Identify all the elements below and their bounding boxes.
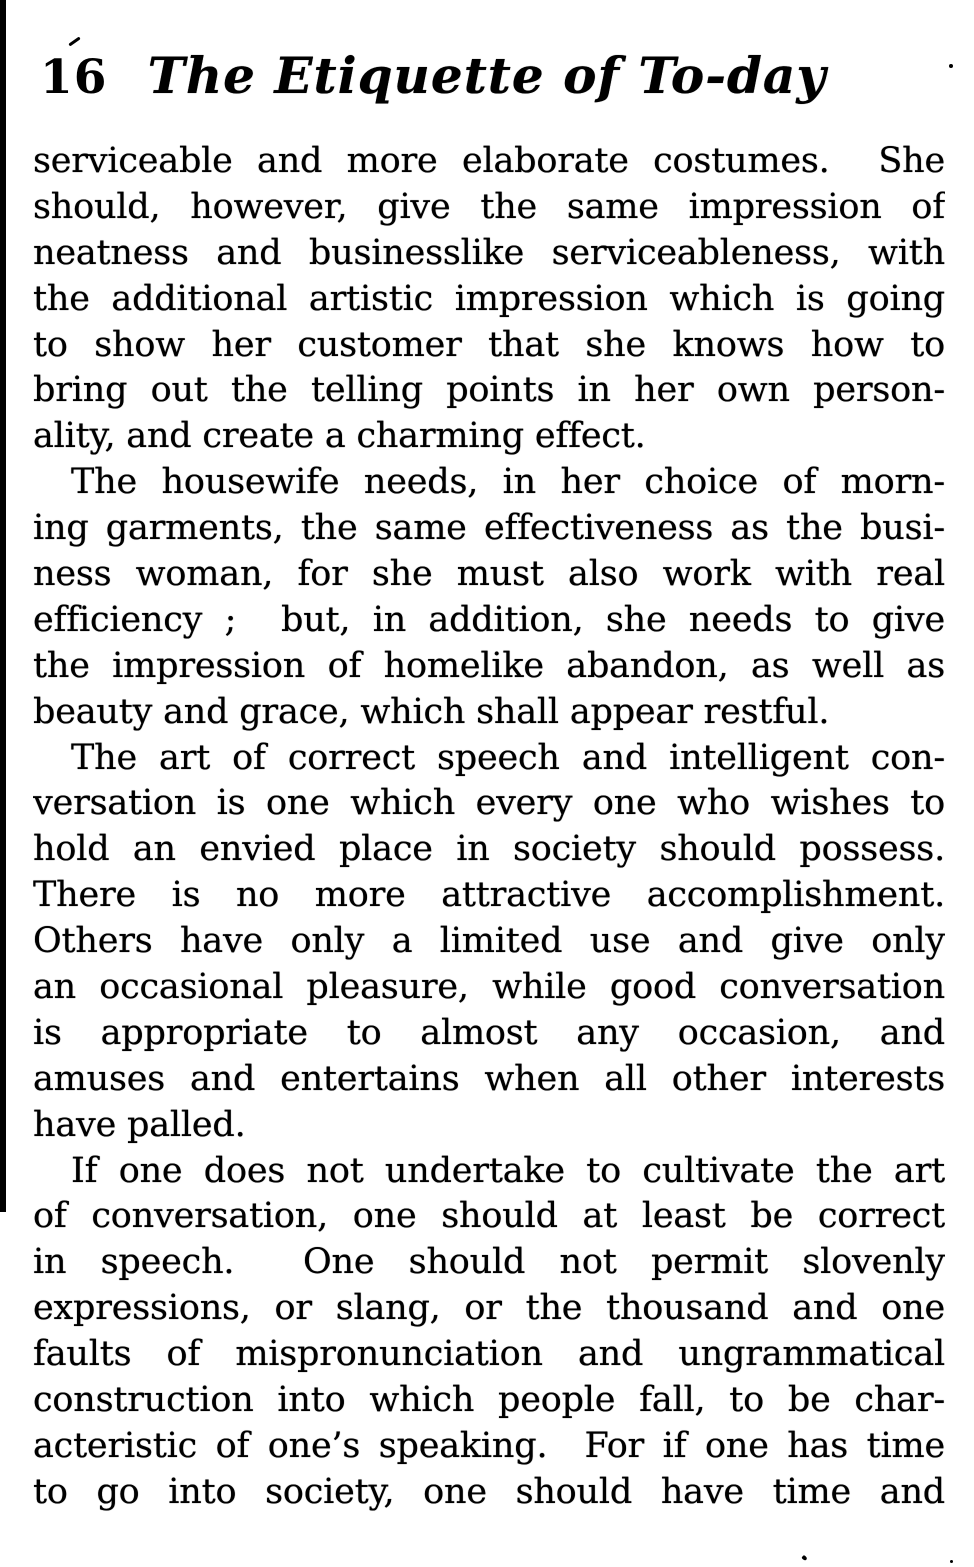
text-line: of conversation, one should at least be correct <box>33 1196 945 1237</box>
text-line: ness woman, for she must also work with real <box>33 554 945 595</box>
text-line: ing garments, the same effectiveness as the busi- <box>33 508 945 549</box>
text-line: efficiency ; but, in addition, she needs to give <box>33 599 945 640</box>
text-line: expressions, or slang, or the thousand and one <box>33 1288 945 1329</box>
running-title: The Etiquette of To-day <box>147 46 827 105</box>
scan-gutter-line <box>0 0 6 1212</box>
text-line: the impression of homelike abandon, as well as <box>33 645 945 686</box>
scan-speck <box>801 1555 807 1561</box>
text-line: to show her customer that she knows how to <box>33 324 945 365</box>
text-line: There is no more attractive accomplishment. <box>33 875 945 916</box>
text-line: The housewife needs, in her choice of morn- <box>71 462 945 503</box>
text-line: have palled. <box>33 1104 246 1145</box>
text-line: bring out the telling points in her own person- <box>33 370 945 411</box>
text-line: If one does not undertake to cultivate the art <box>71 1150 945 1191</box>
text-line: in speech. One should not permit slovenly <box>33 1242 945 1283</box>
text-line: versation is one which every one who wishes to <box>33 783 945 824</box>
text-line: neatness and businesslike serviceableness, with <box>33 232 945 273</box>
text-line: hold an envied place in society should possess. <box>33 829 945 870</box>
text-line: acteristic of one’s speaking. For if one has time <box>33 1425 945 1466</box>
text-line: amuses and entertains when all other interests <box>33 1058 945 1099</box>
text-line: beauty and grace, which shall appear restful. <box>33 691 830 732</box>
text-line: faults of mispronunciation and ungrammatical <box>33 1334 945 1375</box>
text-line: is appropriate to almost any occasion, and <box>33 1012 945 1053</box>
text-line: The art of correct speech and intelligent con- <box>71 737 945 778</box>
text-line: should, however, give the same impression of <box>33 186 945 227</box>
text-line: to go into society, one should have time and <box>33 1471 945 1512</box>
text-line: the additional artistic impression which is going <box>33 278 945 319</box>
text-line: an occasional pleasure, while good conversation <box>33 967 945 1008</box>
page-number: 16 <box>40 50 108 105</box>
text-line: ality, and create a charming effect. <box>33 416 646 457</box>
body-text <box>33 139 945 1516</box>
scan-speck <box>950 1560 953 1563</box>
text-line: Others have only a limited use and give only <box>33 921 945 962</box>
text-line: serviceable and more elaborate costumes. She <box>33 141 945 181</box>
page-header <box>0 0 974 130</box>
text-line: construction into which people fall, to be char- <box>33 1380 945 1421</box>
